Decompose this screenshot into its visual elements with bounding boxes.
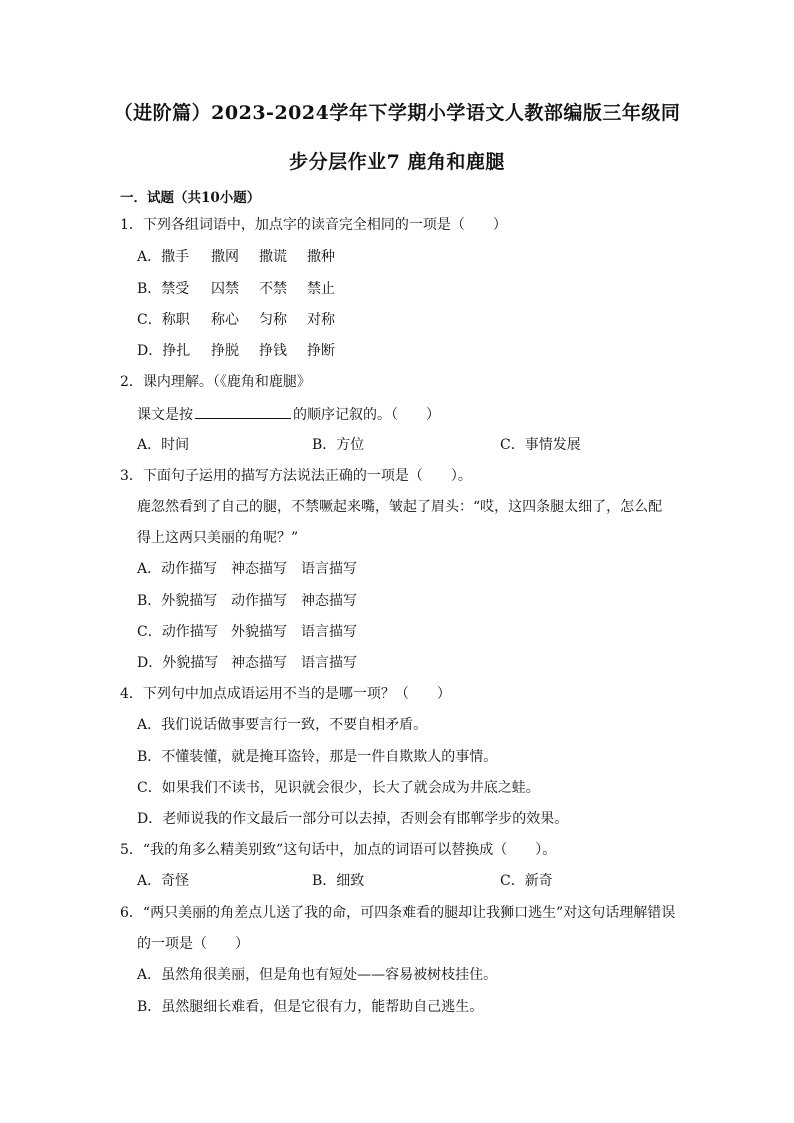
question-4-option-d: D．老师说我的作文最后一部分可以去掉，否则会有邯郸学步的效果。 xyxy=(137,811,569,827)
section-heading: 一．试题（共10小题） xyxy=(120,190,261,206)
question-1-option-b xyxy=(137,280,335,298)
option-text: D．挣扎 xyxy=(137,343,191,359)
option-text: B．禁受 xyxy=(137,281,190,297)
question-3-option-a xyxy=(137,560,357,578)
option-b: B．方位 xyxy=(312,437,365,453)
question-6-option-a: A．虽然角很美丽，但是角也有短处——容易被树枝挂住。 xyxy=(137,967,498,983)
option-text: C．称职 xyxy=(137,312,190,328)
option-text: 语言描写 xyxy=(301,655,357,671)
option-text: 撒谎 xyxy=(259,249,287,265)
option-text: 动作描写 xyxy=(231,593,287,609)
question-3-option-c xyxy=(137,623,357,641)
option-text: B．外貌描写 xyxy=(137,593,218,609)
question-3-option-b xyxy=(137,592,357,610)
option-text: 对称 xyxy=(307,312,335,328)
document-title-line-1: （进阶篇）2023-2024学年下学期小学语文人教部编版三年级同 xyxy=(113,102,681,124)
option-text: 语言描写 xyxy=(301,561,357,577)
option-text: 匀称 xyxy=(259,312,287,328)
question-3-passage-line-2: 得上这两只美丽的角呢？” xyxy=(137,530,299,546)
question-3-passage-line-1: 鹿忽然看到了自己的腿，不禁噘起来嘴，皱起了眉头：“哎，这四条腿太细了，怎么配 xyxy=(137,499,663,515)
option-text: 神态描写 xyxy=(231,655,287,671)
option-text: 撒网 xyxy=(211,249,239,265)
option-text: D．外貌描写 xyxy=(137,655,219,671)
question-4-option-a: A．我们说话做事要言行一致，不要自相矛盾。 xyxy=(137,717,428,733)
option-text: 称心 xyxy=(211,312,239,328)
option-text: A．动作描写 xyxy=(137,561,218,577)
question-5-stem: 5．“我的角多么精美别致”这句话中，加点的词语可以替换成（ ）。 xyxy=(120,842,557,858)
question-3-stem: 3．下面句子运用的描写方法说法正确的一项是（ ）。 xyxy=(120,468,472,484)
question-6-option-b: B．虽然腿细长难看，但是它很有力，能帮助自己逃生。 xyxy=(137,999,484,1015)
option-text: 挣断 xyxy=(307,343,335,359)
question-1-option-a xyxy=(137,248,335,266)
option-text: 囚禁 xyxy=(211,281,239,297)
option-text: 禁止 xyxy=(307,281,335,297)
question-2-fill-in xyxy=(137,404,440,424)
option-text: 撒种 xyxy=(307,249,335,265)
option-c: C．新奇 xyxy=(500,873,553,889)
fill-in-suffix: 的顺序记叙的。（ ） xyxy=(293,407,440,423)
question-3-option-d xyxy=(137,654,357,672)
question-2-stem: 2．课内理解。（《鹿角和鹿腿》 xyxy=(120,374,311,390)
option-text: 不禁 xyxy=(259,281,287,297)
question-1-stem: 1．下列各组词语中，加点字的读音完全相同的一项是（ ） xyxy=(120,217,507,233)
option-text: 挣钱 xyxy=(259,343,287,359)
question-1-option-d xyxy=(137,342,335,360)
option-c: C．事情发展 xyxy=(500,437,581,453)
option-a: A．时间 xyxy=(137,437,190,453)
option-text: 神态描写 xyxy=(231,561,287,577)
question-1-option-c xyxy=(137,311,335,329)
option-text: 外貌描写 xyxy=(231,624,287,640)
option-text: C．动作描写 xyxy=(137,624,218,640)
option-text: 挣脱 xyxy=(211,343,239,359)
answer-blank[interactable] xyxy=(195,404,291,419)
option-a: A．奇怪 xyxy=(137,873,190,889)
fill-in-prefix: 课文是按 xyxy=(137,407,193,423)
option-text: 语言描写 xyxy=(301,624,357,640)
option-b: B．细致 xyxy=(312,873,365,889)
document-title-line-2: 步分层作业7 鹿角和鹿腿 xyxy=(289,151,505,173)
question-6-stem-line-2: 的一项是（ ） xyxy=(137,936,249,952)
option-text: A．撒手 xyxy=(137,249,190,265)
question-6-stem-line-1: 6．“两只美丽的角差点儿送了我的命，可四条难看的腿却让我狮口逃生”对这句话理解错误 xyxy=(120,905,676,921)
question-4-option-c: C．如果我们不读书，见识就会很少，长大了就会成为井底之蛙。 xyxy=(137,780,540,796)
question-4-stem: 4．下列句中加点成语运用不当的是哪一项？（ ） xyxy=(120,686,451,702)
option-text: 神态描写 xyxy=(301,593,357,609)
question-4-option-b: B．不懂装懂，就是掩耳盗铃，那是一件自欺欺人的事情。 xyxy=(137,749,498,765)
